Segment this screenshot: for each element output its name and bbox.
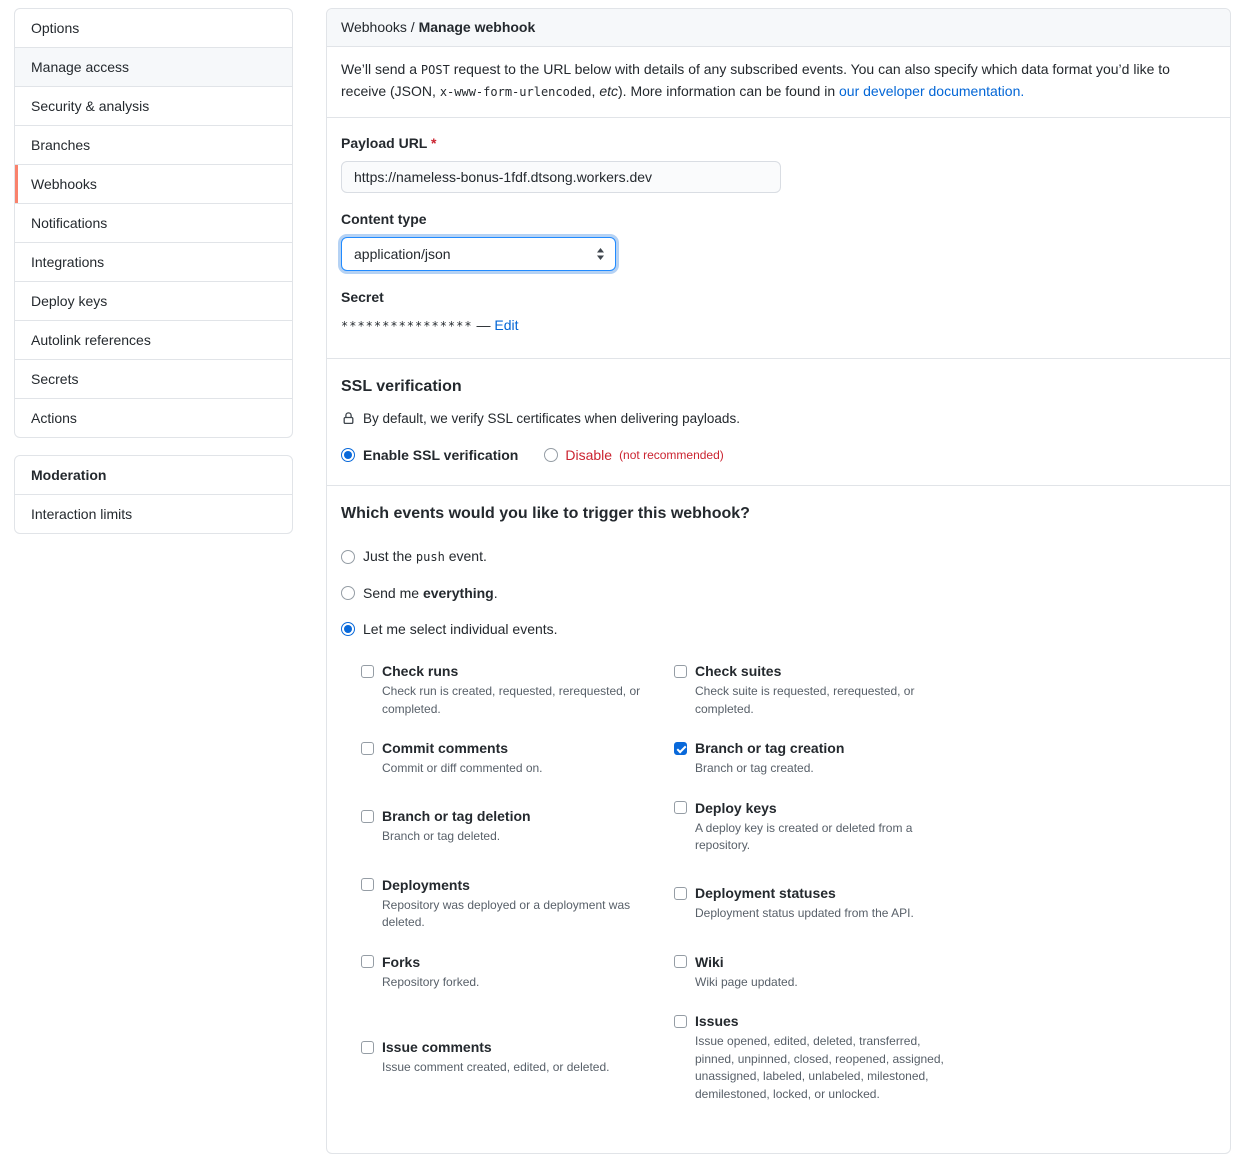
ssl-radio-group (341, 447, 1216, 463)
event-item-check-suites (674, 661, 987, 718)
event-item-issues (674, 1011, 987, 1103)
disable-ssl-label: Disable (565, 447, 613, 463)
event-scope-option[interactable] (341, 619, 1216, 639)
developer-documentation-link[interactable]: our developer documentation. (839, 83, 1025, 99)
sidebar-item-interaction-limits[interactable]: Interaction limits (31, 506, 133, 522)
event-title: Commit comments (382, 740, 509, 756)
checkbox-check-suites[interactable] (674, 665, 687, 678)
event-row (361, 952, 1216, 992)
event-title: Branch or tag deletion (382, 808, 531, 825)
content-type-field (341, 210, 1216, 271)
event-description: Commit or diff commented on. (382, 761, 543, 775)
radio-icon[interactable] (341, 550, 355, 564)
required-asterisk: * (431, 135, 437, 151)
sidebar-item-integrations[interactable]: Integrations (15, 243, 292, 282)
event-title: Deployments (382, 876, 470, 893)
intro-text (327, 47, 1230, 118)
ssl-verification-section (327, 359, 1230, 486)
event-description: Repository was deployed or a deployment was deleted. (382, 897, 631, 929)
event-description: Repository forked. (382, 974, 480, 989)
event-item-branch-or-tag-deletion (361, 806, 674, 846)
event-description: Issue comment created, edited, or deleted. (382, 1060, 610, 1075)
event-description: Issue opened, edited, deleted, transferred, pinned, unpinned, closed, reopened, assigned, unassigned, labeled, unlabeled, milestoned, demilestoned, locked, or unlocked. (695, 1034, 944, 1101)
checkbox-forks[interactable] (361, 955, 374, 968)
sidebar-item-secrets[interactable]: Secrets (15, 360, 292, 399)
sidebar (14, 8, 293, 534)
event-scope-options (341, 546, 1216, 639)
event-description: Wiki page updated. (695, 974, 798, 989)
checkbox-deploy-keys[interactable] (674, 801, 687, 814)
enable-ssl-label: Enable SSL verification (363, 447, 519, 463)
payload-url-label-text: Payload URL (341, 135, 428, 151)
intro-mid3: ). More information can be found in (618, 83, 840, 99)
enable-ssl-radio[interactable] (341, 448, 355, 462)
event-description: A deploy key is created or deleted from a repository. (695, 820, 913, 852)
breadcrumb-separator: / (406, 19, 419, 35)
checkbox-wiki[interactable] (674, 955, 687, 968)
event-item-deployment-statuses (674, 883, 987, 923)
event-row (361, 738, 1216, 778)
secret-dash: — (476, 317, 491, 333)
disable-ssl-radio[interactable] (544, 448, 558, 462)
sidebar-item-webhooks[interactable]: Webhooks (15, 165, 292, 204)
radio-icon[interactable] (341, 586, 355, 600)
checkbox-check-runs[interactable] (361, 665, 374, 678)
event-row (361, 661, 1216, 718)
secret-label: Secret (341, 289, 384, 305)
sidebar-item-branches[interactable]: Branches (15, 126, 292, 165)
sidebar-section-header: Moderation (15, 456, 292, 495)
sidebar-item-options[interactable]: Options (15, 9, 292, 48)
sidebar-item-security-analysis[interactable]: Security & analysis (15, 87, 292, 126)
lock-icon (341, 411, 356, 426)
event-description: Branch or tag created. (695, 761, 814, 775)
event-title: Forks (382, 953, 421, 970)
secret-field (341, 288, 1216, 336)
sidebar-section (14, 8, 293, 438)
event-scope-option[interactable] (341, 546, 1216, 567)
intro-pre: We’ll send a (341, 61, 421, 77)
events-section (327, 486, 1230, 1153)
event-item-deploy-keys (674, 798, 987, 855)
intro-code-post: POST (420, 63, 450, 77)
radio-label: Let me select individual events. (363, 621, 558, 637)
radio-label: Send me everything. (363, 585, 498, 601)
event-scope-option[interactable] (341, 583, 1216, 603)
event-description: Check suite is requested, rerequested, or completed. (695, 684, 915, 716)
sidebar-item-autolink-references[interactable]: Autolink references (15, 321, 292, 360)
checkbox-deployment-statuses[interactable] (674, 887, 687, 900)
sidebar-item-notifications[interactable]: Notifications (15, 204, 292, 243)
event-item-check-runs (361, 661, 674, 718)
payload-url-label (341, 134, 1216, 153)
intro-mid2: , (591, 83, 600, 99)
ssl-section-title: SSL verification (341, 378, 462, 395)
event-item-issue-comments (361, 1037, 674, 1077)
checkbox-commit-comments[interactable] (361, 742, 374, 755)
breadcrumb (327, 9, 1230, 47)
sidebar-section (14, 455, 293, 534)
event-description: Deployment status updated from the API. (695, 906, 914, 921)
event-title: Check runs (382, 663, 459, 679)
content-type-selected-value: application/json (354, 246, 451, 262)
disable-ssl-note: (not recommended) (619, 448, 724, 462)
checkbox-branch-or-tag-creation[interactable] (674, 742, 687, 755)
event-row (361, 1011, 1216, 1103)
events-question: Which events would you like to trigger this webhook? (341, 505, 750, 522)
checkbox-issues[interactable] (674, 1015, 687, 1028)
event-grid (361, 661, 1216, 1103)
webhook-form-section (327, 118, 1230, 359)
checkbox-issue-comments[interactable] (361, 1041, 374, 1054)
event-item-forks (361, 952, 674, 992)
sidebar-item-manage-access[interactable]: Manage access (15, 48, 292, 87)
event-row (361, 798, 1216, 855)
ssl-note (341, 409, 1216, 428)
secret-masked-value: **************** (341, 319, 473, 333)
checkbox-branch-or-tag-deletion[interactable] (361, 810, 374, 823)
intro-code-urlencoded: x-www-form-urlencoded (439, 85, 592, 99)
event-description: Branch or tag deleted. (382, 829, 501, 844)
content-type-label: Content type (341, 211, 427, 227)
sidebar-item-deploy-keys[interactable]: Deploy keys (15, 282, 292, 321)
intro-etc: etc (599, 83, 618, 99)
event-title: Deployment statuses (695, 885, 836, 902)
sidebar-item-actions[interactable]: Actions (31, 410, 77, 426)
ssl-note-text: By default, we verify SSL certificates when delivering payloads. (363, 411, 740, 426)
secret-value-row (341, 315, 1216, 336)
event-item-deployments (361, 875, 674, 932)
event-title: Deploy keys (695, 799, 777, 816)
content-type-select[interactable] (341, 237, 616, 271)
breadcrumb-webhooks-link[interactable]: Webhooks (341, 19, 407, 35)
payload-url-field (341, 134, 1216, 193)
webhook-panel (326, 8, 1231, 1154)
secret-edit-link[interactable]: Edit (494, 317, 519, 333)
event-description: Check run is created, requested, rerequested, or completed. (382, 684, 641, 716)
event-title: Issue comments (382, 1039, 492, 1056)
payload-url-input[interactable] (341, 161, 781, 193)
event-item-wiki (674, 952, 987, 992)
event-title: Issues (695, 1013, 739, 1029)
intro-mid1: request to the URL below with details of any subscribed events. You can also specify which data format you’d like to receive (JSON, (341, 61, 1170, 99)
event-title: Wiki (695, 953, 724, 970)
event-title: Check suites (695, 663, 782, 679)
event-item-branch-or-tag-creation (674, 738, 987, 778)
disable-ssl-option[interactable] (544, 447, 723, 463)
checkbox-deployments[interactable] (361, 878, 374, 891)
radio-label: Just the push event. (363, 548, 487, 564)
breadcrumb-current: Manage webhook (418, 19, 536, 35)
select-caret-icon (596, 247, 605, 261)
event-row (361, 875, 1216, 932)
event-title: Branch or tag creation (695, 740, 845, 756)
radio-icon[interactable] (341, 622, 355, 636)
event-item-commit-comments (361, 738, 674, 778)
